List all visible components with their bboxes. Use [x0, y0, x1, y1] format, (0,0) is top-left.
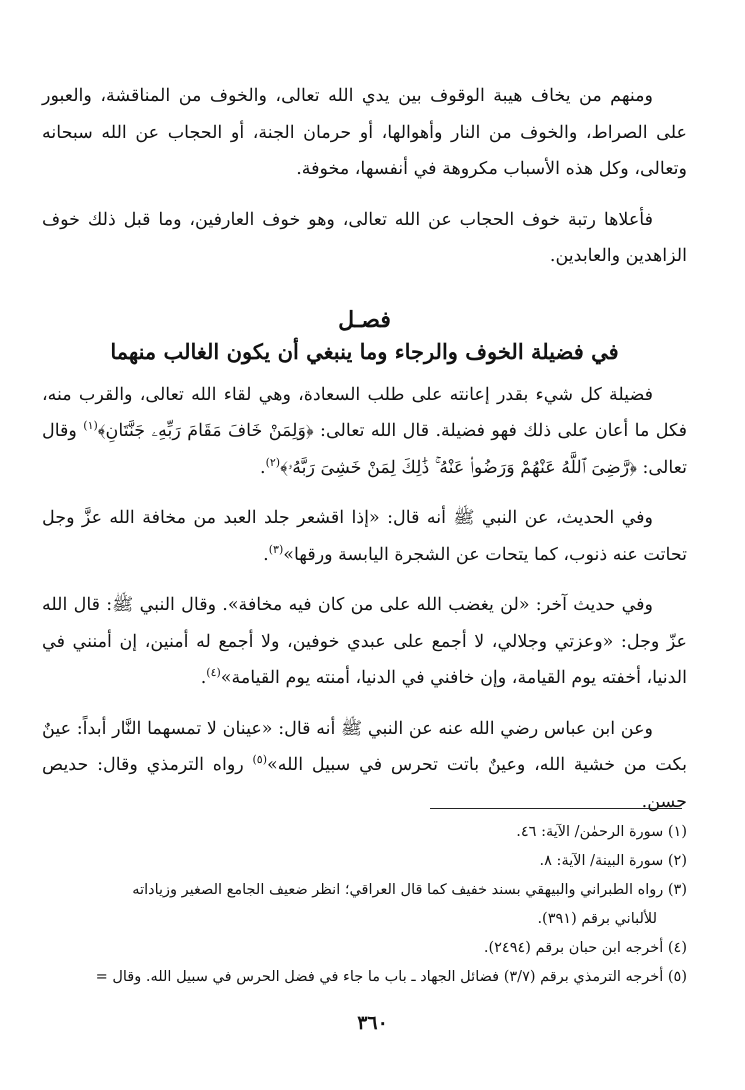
- section-title: في فضيلة الخوف والرجاء وما ينبغي أن يكون الغالب منهما: [110, 338, 619, 364]
- footnote-number: (٤): [667, 940, 687, 956]
- paragraph-5-text-b: .: [200, 668, 207, 688]
- paragraph-3-text-a: فضيلة كل شيء بقدر إعانته على طلب السعادة، وهي لقاء الله تعالى، والقرب منه، فكل ما أعان على ذلك فهو فضيلة. قال الله تعالى: ﴿وَلِمَنْ خَافَ مَقَامَ رَبِّهِۦ جَنَّتَانِ﴾: [42, 384, 687, 441]
- footnote-1: [30, 818, 687, 847]
- footnote-continuation: للألباني برقم (٣٩١).: [537, 911, 657, 927]
- paragraph-2: فأعلاها رتبة خوف الحجاب عن الله تعالى، وهو خوف العارفين، وما قبل ذلك خوف الزاهدين والعابدين.: [42, 209, 687, 266]
- footnote-text: رواه الطبراني والبيهقي بسند خفيف كما قال العراقي؛ انظر ضعيف الجامع الصغير وزياداته: [132, 882, 664, 898]
- footnote-ref-1: (١): [83, 419, 98, 433]
- footnote-ref-3: (٣): [268, 542, 284, 556]
- paragraph-5: [42, 587, 687, 697]
- paragraph-6: [42, 711, 687, 821]
- page-number: ٣٦٠: [357, 1012, 388, 1034]
- footnote-divider: [430, 808, 682, 809]
- paragraph-6-text-a: وعن ابن عباس رضي الله عنه عن النبي ﷺ أنه قال: «عينان لا تمسهما النَّار أبداً: عينٌ بكت من خشية الله، وعينٌ باتت تحرس في سبيل الله»: [42, 718, 687, 775]
- footnote-number: (١): [667, 824, 687, 840]
- paragraph-4-text-b: .: [263, 544, 269, 565]
- footnote-number: (٥): [667, 969, 687, 985]
- footnote-4: [30, 934, 687, 963]
- footnotes: [30, 818, 687, 992]
- footnote-ref-2: (٢): [265, 455, 281, 469]
- paragraph-4-text-a: وفي الحديث، عن النبي ﷺ أنه قال: «إذا اقشعر جلد العبد من مخافة الله عزَّ وجل تحاتت عنه ذنوب، كما يتحات عن الشجرة اليابسة ورقها»: [42, 508, 687, 565]
- footnote-5: [30, 963, 687, 992]
- paragraph-3: [42, 377, 687, 487]
- footnote-text: أخرجه ابن حبان برقم (٢٤٩٤).: [483, 940, 664, 956]
- footnote-text: أخرجه الترمذي برقم (٣/٧) فضائل الجهاد ـ باب ما جاء في فضل الحرس في سبيل الله. وقال =: [95, 969, 664, 985]
- paragraph-3-text-c: .: [260, 457, 266, 478]
- footnote-text: سورة البينة/ الآية: ٨.: [539, 853, 664, 869]
- main-text: [42, 78, 687, 834]
- footnote-2: [30, 847, 687, 876]
- paragraph-5-text-a: وفي حديث آخر: «لن يغضب الله على من كان فيه مخافة». وقال النبي ﷺ: قال الله عزّ وجل: «وعزتي وجلالي، لا أجمع على عبدي خوفين، ولا أجمع له أمنين، إن أمنني في الدنيا، أخفته يوم القيامة، وإن خافني في الدنيا، أمنته يوم القيامة»: [42, 595, 687, 688]
- footnote-3: [30, 876, 687, 934]
- section-label: فصـل: [338, 306, 391, 333]
- paragraph-3-text-b: وقال تعالى: ﴿رَّضِىَ ٱللَّهُ عَنْهُمْ وَرَضُوا۟ عَنْهُ ۚ ذَٰلِكَ لِمَنْ خَشِىَ رَبَّهُۥ﴾: [42, 421, 687, 478]
- paragraph-6-text-b: رواه الترمذي وقال: حديص حسن.: [42, 755, 687, 812]
- paragraph-1: ومنهم من يخاف هيبة الوقوف بين يدي الله تعالى، والخوف من المناقشة، والعبور على الصراط، والخوف من النار وأهوالها، أو حرمان الجنة، أو الحجاب عن الله سبحانه وتعالى، وكل هذه الأسباب مكروهة في أنفسها، مخوفة.: [42, 86, 687, 179]
- footnote-ref-5: (٥): [252, 753, 268, 767]
- footnote-text: سورة الرحمٰن/ الآية: ٤٦.: [516, 824, 664, 840]
- footnote-ref-4: (٤): [206, 666, 221, 680]
- footnote-number: (٣): [667, 882, 687, 898]
- section-heading: [42, 305, 687, 369]
- footnote-number: (٢): [667, 853, 687, 869]
- paragraph-4: [42, 500, 687, 573]
